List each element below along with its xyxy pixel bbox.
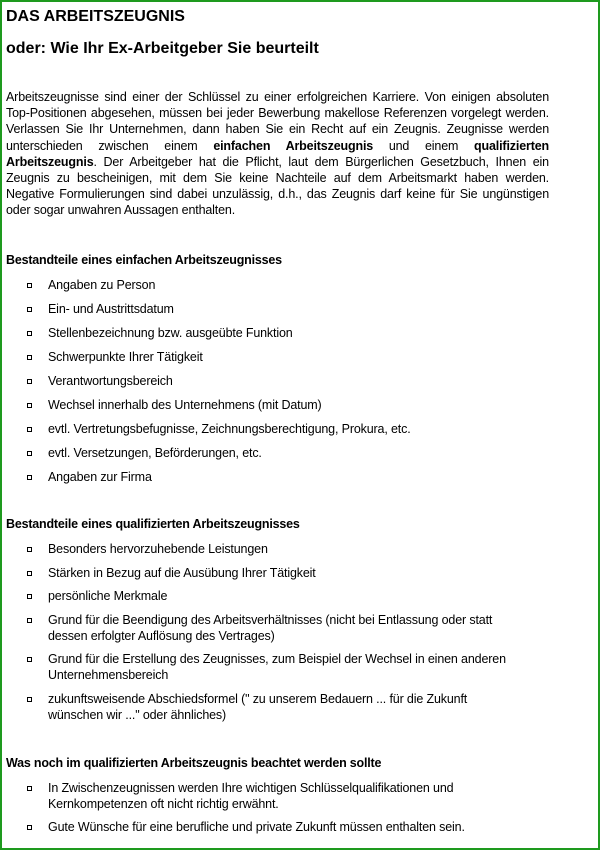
list-item	[6, 469, 518, 485]
list-item	[6, 373, 518, 389]
section-zu-beachten	[6, 755, 566, 842]
section-heading: Was noch im qualifizierten Arbeitszeugnis beachtet werden sollte	[6, 756, 382, 770]
section-qualifiziertes-zeugnis	[6, 516, 566, 730]
page-subtitle: oder: Wie Ihr Ex-Arbeitgeber Sie beurteilt	[6, 40, 319, 57]
hollow-square-bullet-icon	[27, 571, 32, 576]
bullet-list	[6, 780, 566, 835]
list-item-text: Besonders hervorzuhebende Leistungen	[48, 542, 268, 556]
intro-text-part-3: . Der Arbeitgeber hat die Pflicht, laut dem Bürgerlichen Gesetzbuch, Ihnen ein Zeugnis zu bescheinigen, mit dem Sie keine Nachteile auf dem Arbeitsmarkt haben werden. Negative Formulierungen sind dabei unzulässig, d.h., das Zeugnis darf keine für Sie ungünstigen oder sogar unwahren Aussagen enthalten.	[6, 154, 549, 218]
bullet-list	[6, 541, 566, 723]
list-item-text: Schwerpunkte Ihrer Tätigkeit	[48, 350, 203, 364]
intro-text-part-1: Arbeitszeugnisse sind einer der Schlüssel zu einer erfolgreichen Karriere. Von einigen absoluten Top-Positionen abgesehen, müssen bei jeder Bewerbung makellose Referenzen vorgelegt werden. Verlassen Sie Ihr Unternehmen, dann haben Sie ein Recht auf ein Zeugnis. Zeugnisse werden unterschieden zwischen einem	[6, 90, 549, 153]
list-item	[6, 612, 518, 644]
hollow-square-bullet-icon	[27, 825, 32, 830]
section-einfaches-zeugnis	[6, 252, 566, 493]
hollow-square-bullet-icon	[27, 475, 32, 480]
list-item-text: Angaben zu Person	[48, 278, 156, 292]
list-item	[6, 277, 518, 293]
list-item	[6, 588, 518, 604]
list-item	[6, 349, 518, 365]
list-item	[6, 780, 518, 812]
intro-bold-qualifiziertes-zeugnis: qualifizierten Arbeitszeugnis	[6, 138, 550, 169]
list-item	[6, 819, 518, 835]
section-heading: Bestandteile eines qualifizierten Arbeitszeugnisses	[6, 517, 300, 531]
hollow-square-bullet-icon	[27, 451, 32, 456]
hollow-square-bullet-icon	[27, 697, 32, 702]
list-item	[6, 541, 518, 557]
list-item-text: Grund für die Erstellung des Zeugnisses, zum Beispiel der Wechsel in einen anderen Unternehmensbereich	[48, 652, 506, 682]
page-title: DAS ARBEITSZEUGNIS	[6, 8, 185, 25]
intro-paragraph	[6, 89, 549, 219]
list-item	[6, 301, 518, 317]
list-item-text: persönliche Merkmale	[48, 589, 168, 603]
list-item-text: Stellenbezeichnung bzw. ausgeübte Funktion	[48, 326, 293, 340]
list-item	[6, 397, 518, 413]
list-item	[6, 421, 518, 437]
list-item-text: Verantwortungsbereich	[48, 374, 173, 388]
hollow-square-bullet-icon	[27, 379, 32, 384]
list-item	[6, 565, 518, 581]
hollow-square-bullet-icon	[27, 355, 32, 360]
list-item	[6, 445, 518, 461]
list-item-text: Stärken in Bezug auf die Ausübung Ihrer Tätigkeit	[48, 565, 316, 580]
hollow-square-bullet-icon	[27, 283, 32, 288]
hollow-square-bullet-icon	[27, 618, 32, 623]
list-item-text: zukunftsweisende Abschiedsformel (" zu unserem Bedauern ... für die Zukunft wünschen wir ..." oder ähnliches)	[48, 691, 468, 722]
hollow-square-bullet-icon	[27, 547, 32, 552]
hollow-square-bullet-icon	[27, 331, 32, 336]
intro-text-part-2: und einem	[373, 138, 475, 153]
list-item	[6, 691, 518, 723]
list-item-text: Wechsel innerhalb des Unternehmens (mit Datum)	[48, 398, 322, 412]
list-item-text: evtl. Versetzungen, Beförderungen, etc.	[48, 446, 262, 460]
hollow-square-bullet-icon	[27, 403, 32, 408]
hollow-square-bullet-icon	[27, 594, 32, 599]
list-item-text: Angaben zur Firma	[48, 470, 152, 484]
hollow-square-bullet-icon	[27, 786, 32, 791]
list-item-text: Ein- und Austrittsdatum	[48, 302, 174, 316]
list-item-text: Gute Wünsche für eine berufliche und private Zukunft müssen enthalten sein.	[48, 820, 465, 834]
section-heading: Bestandteile eines einfachen Arbeitszeugnisses	[6, 253, 282, 267]
intro-bold-einfaches-zeugnis: einfachen Arbeitszeugnis	[213, 138, 374, 153]
list-item	[6, 651, 518, 683]
list-item	[6, 325, 518, 341]
list-item-text: evtl. Vertretungsbefugnisse, Zeichnungsberechtigung, Prokura, etc.	[48, 422, 411, 436]
hollow-square-bullet-icon	[27, 657, 32, 662]
bullet-list	[6, 277, 566, 485]
list-item-text: In Zwischenzeugnissen werden Ihre wichtigen Schlüsselqualifikationen und Kernkompetenzen oft nicht richtig erwähnt.	[48, 781, 454, 811]
hollow-square-bullet-icon	[27, 307, 32, 312]
list-item-text: Grund für die Beendigung des Arbeitsverhältnisses (nicht bei Entlassung oder statt dessen erfolgter Auflösung des Vertrages)	[48, 612, 493, 643]
hollow-square-bullet-icon	[27, 427, 32, 432]
